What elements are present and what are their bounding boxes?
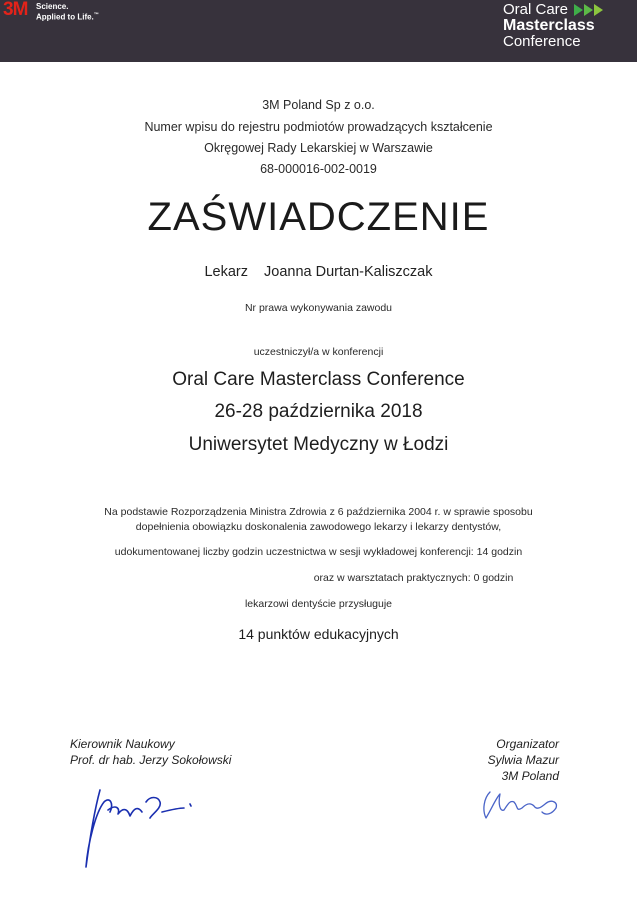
attendance-text: uczestniczył/a w konferencji (253, 346, 384, 358)
registry-number: 68-000016-002-0019 (260, 162, 377, 176)
signatory-right-title: Organizator (496, 737, 559, 751)
legal-line-3: udokumentowanej liczby godzin uczestnictwa w sesji wykładowej konferencji: 14 godzin (114, 546, 523, 558)
company-name: 3M Poland Sp z o.o. (262, 98, 375, 112)
conference-venue: Uniwersytet Medyczny w Łodzi (188, 434, 449, 455)
participant-role: Lekarz (204, 264, 249, 280)
conference-logo-line1: Oral Care (503, 2, 604, 18)
conference-logo-line2: Masterclass (503, 17, 595, 34)
signature-left-handwritten (80, 782, 200, 872)
conference-logo (503, 2, 604, 50)
signatory-right-company: 3M Poland (501, 769, 559, 783)
legal-line-2: dopełnienia obowiązku doskonalenia zawodowego lekarzy i lekarzy dentystów, (135, 521, 502, 533)
registry-line-1: Numer wpisu do rejestru podmiotów prowadzących kształcenie (144, 120, 493, 134)
legal-line-4: oraz w warsztatach praktycznych: 0 godzin (313, 572, 514, 584)
triple-arrow-icon (574, 4, 604, 16)
brand-logo-3m: 3M (3, 0, 28, 20)
brand-tagline-line1: Science. (36, 2, 69, 11)
legal-line-5: lekarzowi dentyście przysługuje (244, 598, 393, 610)
conference-dates: 26-28 października 2018 (214, 401, 423, 422)
signature-block-left (70, 736, 231, 768)
participant-line (0, 264, 637, 280)
signature-block-right (488, 736, 559, 784)
brand-tagline (36, 2, 99, 22)
registry-line-2: Okręgowej Rady Lekarskiej w Warszawie (204, 141, 433, 155)
participant-name: Joanna Durtan-Kaliszczak (264, 264, 433, 280)
signatory-left-name: Prof. dr hab. Jerzy Sokołowski (70, 753, 232, 767)
points-awarded: 14 punktów edukacyjnych (238, 626, 399, 642)
header-bar (0, 0, 637, 62)
license-label: Nr prawa wykonywania zawodu (244, 302, 393, 314)
legal-line-1: Na podstawie Rozporządzenia Ministra Zdrowia z 6 października 2004 r. w sprawie sposobu (104, 506, 533, 518)
conference-name: Oral Care Masterclass Conference (172, 369, 465, 390)
signatory-left-title: Kierownik Naukowy (70, 737, 175, 751)
conference-logo-line3: Conference (503, 33, 581, 50)
document-title: ZAŚWIADCZENIE (147, 195, 490, 239)
signature-right-handwritten (478, 786, 568, 826)
brand-tagline-line2: Applied to Life.™ (36, 12, 99, 22)
signatory-right-name: Sylwia Mazur (487, 753, 559, 767)
